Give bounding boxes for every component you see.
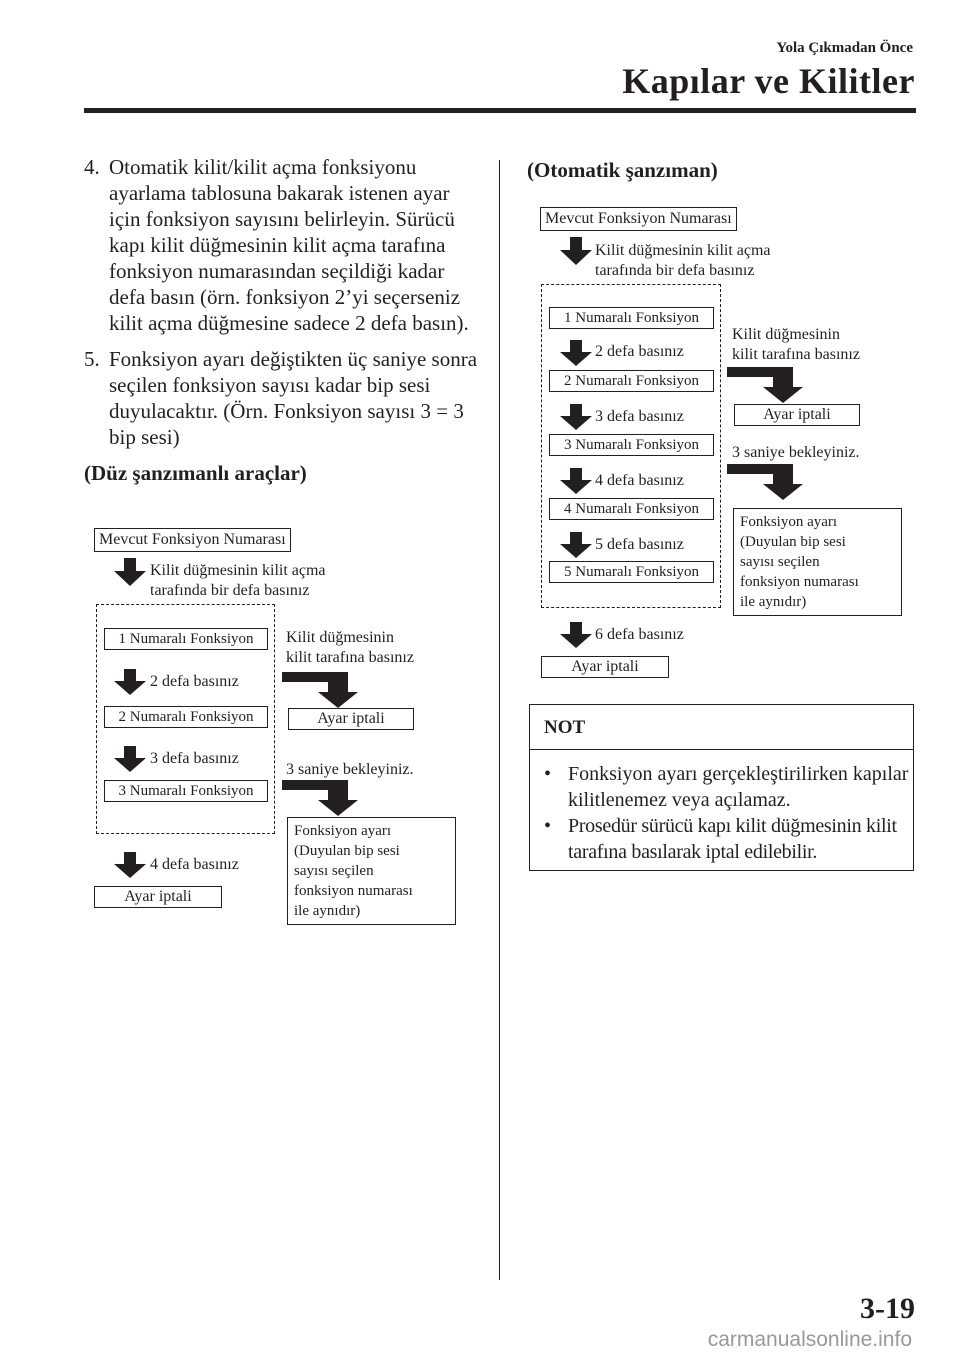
function-1-box: 1 Numaralı Fonksiyon [104,628,268,650]
current-function-box: Mevcut Fonksiyon Numarası [94,528,291,552]
function-5-box: 5 Numaralı Fonksiyon [549,561,714,583]
down-arrow-icon [560,340,592,366]
bent-arrow-icon [282,672,358,708]
step-text: Fonksiyon ayarı değiştikten üç saniye sonra seçilen fonksiyon sayısı kadar bip sesi duyulacaktır. (Örn. Fonksiyon sayısı 3 = 3 bip sesi) [109,347,478,449]
down-arrow-icon [114,746,146,772]
down-arrow-icon [560,468,592,494]
cancel-box: Ayar iptali [288,708,414,730]
automatic-heading: (Otomatik şanzıman) [527,158,718,182]
press-unlock-label: Kilit düğmesinin kilit açma [595,242,771,259]
press-count-label: 2 defa basınız [150,673,239,690]
wait-label: 3 saniye bekleyiniz. [732,444,860,461]
bent-arrow-icon [727,367,803,403]
note-text: Fonksiyon ayarı gerçekleştirilirken kapılar kilitlenemez veya açılamaz. [568,763,909,811]
steps-list [84,154,484,486]
function-2-box: 2 Numaralı Fonksiyon [549,370,714,392]
down-arrow-icon [560,532,592,558]
lock-side-label: kilit tarafına basınız [732,346,860,363]
bullet-icon: • [544,763,552,785]
result-box: Fonksiyon ayarı (Duyulan bip sesi sayısı seçilen fonksiyon numarası ile aynıdır) [733,508,902,616]
down-arrow-icon [560,622,592,648]
function-1-box: 1 Numaralı Fonksiyon [549,307,714,329]
step-text: Otomatik kilit/kilit açma fonksiyonu ayarlama tablosuna bakarak istenen ayar için fonksiyon sayısını belirleyin. Sürücü kapı kilit düğmesinin kilit açma tarafına fonksiyon numarasından seçildiği kadar defa basın (örn. fonksiyon 2’yi seçerseniz kilit açma düğmesine sadece 2 defa basın). [109,155,469,335]
column-divider [499,160,500,1280]
down-arrow-icon [560,237,592,265]
press-count-label: 3 defa basınız [150,750,239,767]
down-arrow-icon [114,558,146,586]
note-item [542,761,928,813]
down-arrow-icon [560,404,592,430]
note-title: NOT [544,717,586,738]
down-arrow-icon [114,852,146,878]
note-divider [530,749,913,750]
step-4 [84,154,484,336]
page-title: Kapılar ve Kilitler [622,61,915,101]
press-count-label: 2 defa basınız [595,343,684,360]
press-unlock-label: tarafında bir defa basınız [595,262,755,279]
cancel-box: Ayar iptali [541,656,669,678]
step-number: 5. [84,347,100,371]
press-count-label: 5 defa basınız [595,536,684,553]
watermark: carmanualsonline.info [707,1328,912,1351]
bent-arrow-icon [282,780,358,816]
bullet-icon: • [544,815,551,837]
function-3-box: 3 Numaralı Fonksiyon [104,780,268,802]
step-number: 4. [84,155,100,179]
page-number: 3-19 [860,1292,915,1325]
press-unlock-label: tarafında bir defa basınız [150,582,310,599]
bent-arrow-icon [727,464,803,500]
lock-side-label: kilit tarafına basınız [286,649,414,666]
function-3-box: 3 Numaralı Fonksiyon [549,434,714,456]
press-count-label: 4 defa basınız [595,472,684,489]
step-5 [84,346,484,450]
press-unlock-label: Kilit düğmesinin kilit açma [150,562,326,579]
down-arrow-icon [114,669,146,695]
cancel-box: Ayar iptali [94,886,222,908]
press-count-label: 3 defa basınız [595,408,684,425]
wait-label: 3 saniye bekleyiniz. [286,761,414,778]
function-4-box: 4 Numaralı Fonksiyon [549,498,714,520]
section-label: Yola Çıkmadan Önce [776,40,913,56]
note-text: Prosedür sürücü kapı kilit düğmesinin kilit tarafına basılarak iptal edilebilir. [568,815,897,863]
note-box [529,704,914,871]
lock-side-label: Kilit düğmesinin [286,629,394,646]
press-count-label: 6 defa basınız [595,626,684,643]
manual-heading: (Düz şanzımanlı araçlar) [84,461,307,485]
note-item [542,813,928,865]
press-count-label: 4 defa basınız [150,856,239,873]
header-rule [84,108,916,113]
result-box: Fonksiyon ayarı (Duyulan bip sesi sayısı seçilen fonksiyon numarası ile aynıdır) [287,817,456,925]
lock-side-label: Kilit düğmesinin [732,326,840,343]
current-function-box: Mevcut Fonksiyon Numarası [540,207,737,231]
cancel-box: Ayar iptali [734,404,860,426]
function-2-box: 2 Numaralı Fonksiyon [104,706,268,728]
